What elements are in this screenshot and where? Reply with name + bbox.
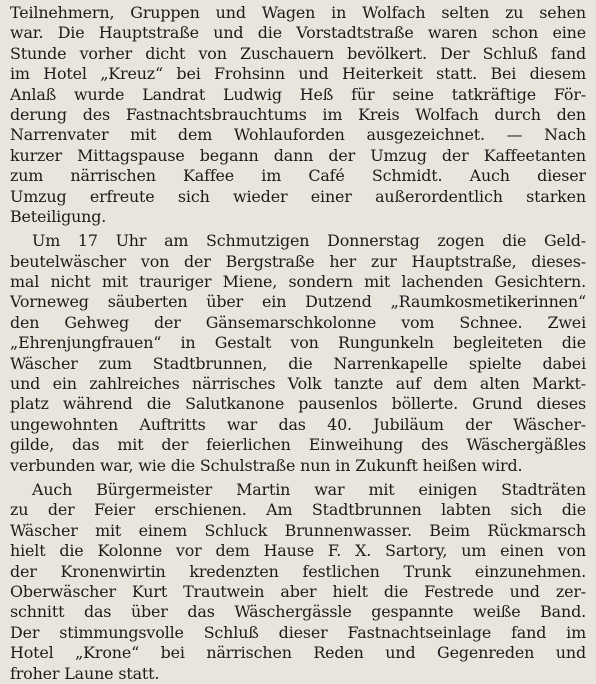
text-line: und ein zahlreiches närrisches Volk tanzte auf dem alten Markt- — [10, 374, 586, 394]
text-line: hielt die Kolonne vor dem Hause F. X. Sartory, um einen von — [10, 541, 586, 561]
text-line: Oberwäscher Kurt Trautwein aber hielt die Festrede und zer- — [10, 581, 586, 601]
text-line: Anlaß wurde Landrat Ludwig Heß für seine tatkräftige För- — [10, 84, 586, 104]
text-line: ungewohnten Auftritts war das 40. Jubiläum der Wäscher- — [10, 414, 586, 434]
text-line: Umzug erfreute sich wieder einer außerordentlich starken — [10, 186, 586, 206]
paragraph-3 — [10, 480, 586, 684]
text-line: gilde, das mit der feierlichen Einweihung des Wäschergäßles — [10, 435, 586, 455]
text-line: Beteiligung. — [10, 206, 107, 226]
text-line: Der stimmungsvolle Schluß dieser Fastnachtseinlage fand im — [10, 622, 586, 642]
text-line: beutelwäscher von der Bergstraße her zur Hauptstraße, dieses- — [10, 251, 586, 271]
text-line: Wäscher zum Stadtbrunnen, die Narrenkapelle spielte dabei — [10, 353, 586, 373]
text-line: zum närrischen Kaffee im Café Schmidt. Auch dieser — [10, 166, 586, 186]
text-line: war. Die Hauptstraße und die Vorstadtstraße waren schon eine — [10, 23, 586, 43]
text-line: Um 17 Uhr am Schmutzigen Donnerstag zogen die Geld- — [32, 231, 586, 251]
text-line: „Ehrenjungfrauen“ in Gestalt von Rungunkeln begleiteten die — [10, 333, 586, 353]
text-line: schnitt das über das Wäschergässle gespannte weiße Band. — [10, 602, 586, 622]
text-line: verbunden war, wie die Schulstraße nun in Zukunft heißen wird. — [10, 455, 523, 475]
text-line: Narrenvater mit dem Wohlauforden ausgezeichnet. — Nach — [10, 125, 586, 145]
text-line: Auch Bürgermeister Martin war mit einigen Stadträten — [32, 479, 586, 499]
text-line: der Kronenwirtin kredenzten festlichen Trunk einzunehmen. — [10, 561, 586, 581]
text-line: Teilnehmern, Gruppen und Wagen in Wolfach selten zu sehen — [10, 3, 586, 22]
text-line: platz während die Salutkanone pausenlos böllerte. Grund dieses — [10, 394, 586, 414]
text-line: mal nicht mit trauriger Miene, sondern mit lachenden Gesichtern. — [10, 272, 586, 292]
text-line: im Hotel „Kreuz“ bei Frohsinn und Heiterkeit statt. Bei diesem — [10, 64, 586, 84]
text-line: Stunde vorher dicht von Zuschauern bevölkert. Der Schluß fand — [10, 43, 586, 63]
text-line: derung des Fastnachtsbrauchtums im Kreis Wolfach durch den — [10, 104, 586, 124]
text-line: Vorneweg säuberten über ein Dutzend „Raumkosmetikerinnen“ — [10, 292, 586, 312]
text-line: kurzer Mittagspause begann dann der Umzug der Kaffeetanten — [10, 145, 586, 165]
paragraph-1 — [10, 3, 586, 227]
text-line: zu der Feier erschienen. Am Stadtbrunnen labten sich die — [10, 500, 586, 520]
text-line: Hotel „Krone“ bei närrischen Reden und Gegenreden und — [10, 643, 586, 663]
text-line: froher Laune statt. — [10, 663, 160, 683]
paragraph-2 — [10, 231, 586, 476]
text-line: den Gehweg der Gänsemarschkolonne vom Schnee. Zwei — [10, 312, 586, 332]
text-line: Wäscher mit einem Schluck Brunnenwasser. Beim Rückmarsch — [10, 520, 586, 540]
